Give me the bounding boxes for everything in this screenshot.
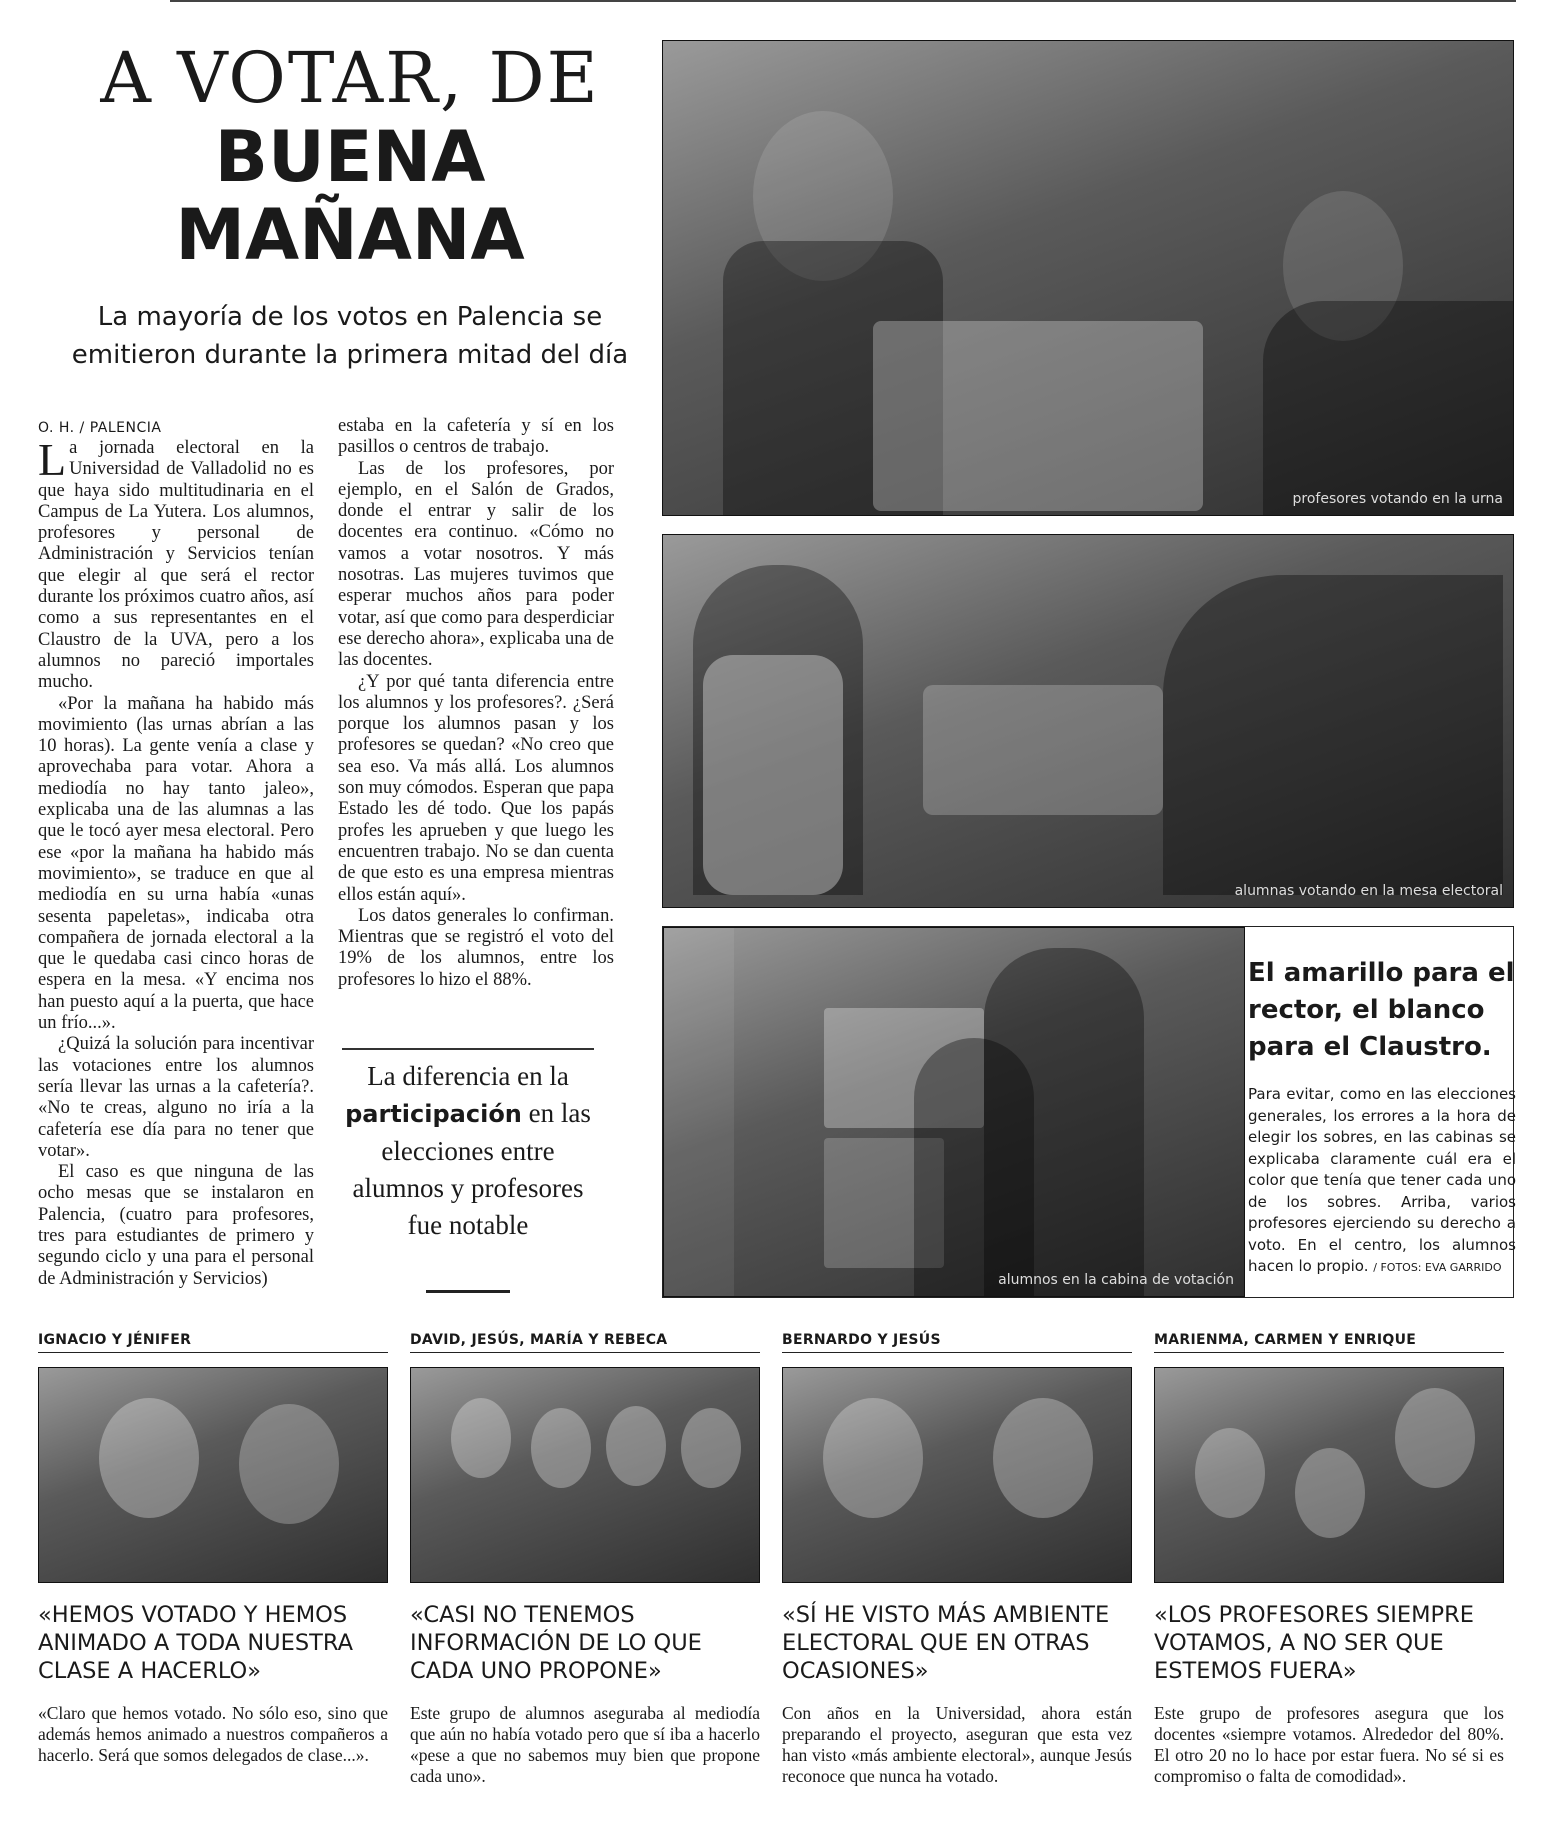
photo-professors-voting xyxy=(662,40,1514,516)
pull-quote-rule-bottom xyxy=(426,1290,510,1293)
paragraph: estaba en la cafetería y sí en los pasillos o centros de trabajo. xyxy=(338,416,614,458)
interview-body: Este grupo de alumnos aseguraba al mediodía que aún no había votado pero que sí iba a hacerlo «pese a que no sabemos muy bien que propone cada uno». xyxy=(410,1703,760,1786)
interview-names: IGNACIO Y JÉNIFER xyxy=(38,1332,388,1353)
interview-photo xyxy=(1154,1367,1504,1583)
caption-body xyxy=(1248,1084,1516,1279)
interview-4 xyxy=(1154,1332,1504,1787)
paragraph: El caso es que ninguna de las ocho mesas que se instalaron en Palencia, (cuatro para profesores, tres para estudiantes de primero y segundo ciclo y una para el personal de Administración y Servicios) xyxy=(38,1162,314,1289)
interview-3 xyxy=(782,1332,1132,1787)
drop-cap: L xyxy=(38,434,67,485)
interview-1 xyxy=(38,1332,388,1766)
pull-quote-rule-top xyxy=(342,1048,594,1050)
headline-line2: BUENA xyxy=(214,116,486,198)
interview-body: «Claro que hemos votado. No sólo eso, sino que además hemos animado a nuestros compañeros a hacerlo. Será que somos delegados de clase...». xyxy=(38,1703,388,1765)
interview-names: DAVID, JESÚS, MARÍA Y REBECA xyxy=(410,1332,760,1353)
pull-quote: La diferencia en la participación en las elecciones entre alumnos y profesores fue notable xyxy=(345,1061,591,1240)
paragraph: La jornada electoral en la Universidad de Valladolid no es que haya sido multitudinaria en el Campus de La Yutera. Los alumnos, profesores y personal de Administración y Servicios tenían que elegir al que será el rector durante los próximos cuatro años, así como a sus representantes en el Claustro de la UVA, pero a los alumnos no pareció importales mucho. xyxy=(38,434,314,693)
article-column-2 xyxy=(338,416,614,991)
interview-quote: «SÍ HE VISTO MÁS AMBIENTE ELECTORAL QUE EN OTRAS OCASIONES» xyxy=(782,1602,1110,1684)
paragraph: ¿Quizá la solución para incentivar las votaciones entre los alumnos sería llevar las urnas a la cafetería?. «No te creas, alguno no iría a la cafetería ese día para no tener que votar». xyxy=(38,1034,314,1161)
article-column-1 xyxy=(38,434,314,1290)
paragraph: «Por la mañana ha habido más movimiento (las urnas abrían a las 10 horas). La gente venía a clase y aprovechaba para votar. Ahora a mediodía no hay tanto jaleo», explicaba una de las alumnas a las que le tocó ayer mesa electoral. Pero ese «por la mañana ha habido más movimiento», se traduce en que al mediodía en su urna había «unas sesenta papeletas», indicaba otra compañera de jornada electoral a la que le quedaba casi cinco horas de espera en la mesa. «Y encima nos han puesto aquí a la puerta, que hace un frío...». xyxy=(38,693,314,1034)
photo-top-alt: profesores votando en la urna xyxy=(1292,491,1503,507)
interview-quote: «LOS PROFESORES SIEMPRE VOTAMOS, A NO SER QUE ESTEMOS FUERA» xyxy=(1154,1602,1474,1684)
interview-body: Con años en la Universidad, ahora están preparando el proyecto, aseguran que esta vez han visto «más ambiente electoral», aunque Jesús reconoce que nunca ha votado. xyxy=(782,1703,1132,1786)
interview-photo xyxy=(38,1367,388,1583)
byline: O. H. / PALENCIA xyxy=(38,420,162,436)
paragraph: Las de los profesores, por ejemplo, en el Salón de Grados, donde el entrar y salir de los docentes era continuo. «Cómo no vamos a votar nosotros. Y más nosotras. Las mujeres tuvimos que esperar muchos años para poder votar, así que como para desperdiciar ese derecho ahora», explicaba una de las docentes. xyxy=(338,458,614,671)
photo-voting-booth xyxy=(663,927,1245,1297)
headline-line3: MAÑANA xyxy=(175,194,525,276)
subtitle: La mayoría de los votos en Palencia se emitieron durante la primera mitad del día xyxy=(71,302,629,370)
photo-credit: / FOTOS: EVA GARRIDO xyxy=(1373,1261,1502,1274)
photo-students-voting xyxy=(662,534,1514,908)
paragraph: ¿Y por qué tanta diferencia entre los alumnos y los profesores?. ¿Será porque los alumnos pasan y los profesores se quedan? «No creo que sea eso. Va más allá. Los alumnos son muy cómodos. Esperan que papa Estado les dé todo. Que los papás profes les aprueben y que luego les encuentren trabajo. No se dan cuenta de que esto es una empresa mientras ellos están aquí». xyxy=(338,671,614,905)
photo-middle-alt: alumnas votando en la mesa electoral xyxy=(1234,883,1503,899)
paragraph: Los datos generales lo confirman. Mientras que se registró el voto del 19% de los alumnos, entre los profesores lo hizo el 88%. xyxy=(338,905,614,990)
interview-names: BERNARDO Y JESÚS xyxy=(782,1332,1132,1353)
interview-photo xyxy=(782,1367,1132,1583)
photo-booth-alt: alumnos en la cabina de votación xyxy=(998,1272,1234,1288)
interview-quote: «HEMOS VOTADO Y HEMOS ANIMADO A TODA NUESTRA CLASE A HACERLO» xyxy=(38,1602,353,1684)
pull-quote-emphasis: participación xyxy=(345,1100,522,1128)
interview-body: Este grupo de profesores asegura que los docentes «siempre votamos. Alrededor del 80%. El otro 20 no lo hace por estar fuera. No sé si es compromiso o falta de comodidad». xyxy=(1154,1703,1504,1786)
interview-names: MARIENMA, CARMEN Y ENRIQUE xyxy=(1154,1332,1504,1353)
interview-quote: «CASI NO TENEMOS INFORMACIÓN DE LO QUE CADA UNO PROPONE» xyxy=(410,1602,702,1684)
interview-2 xyxy=(410,1332,760,1787)
top-rule xyxy=(170,0,1516,2)
interview-photo xyxy=(410,1367,760,1583)
headline-line1: A VOTAR, DE xyxy=(100,37,600,119)
caption-text: Para evitar, como en las elecciones generales, los errores a la hora de elegir los sobres, en las cabinas se explicaba claramente cuál era el color que tenía que tener cada uno de los sobres. Arriba, varios profesores ejerciendo su derecho a voto. En el centro, los alumnos hacen lo propio. xyxy=(1248,1085,1516,1275)
caption-heading: El amarillo para el rector, el blanco para el Claustro. xyxy=(1248,958,1515,1062)
